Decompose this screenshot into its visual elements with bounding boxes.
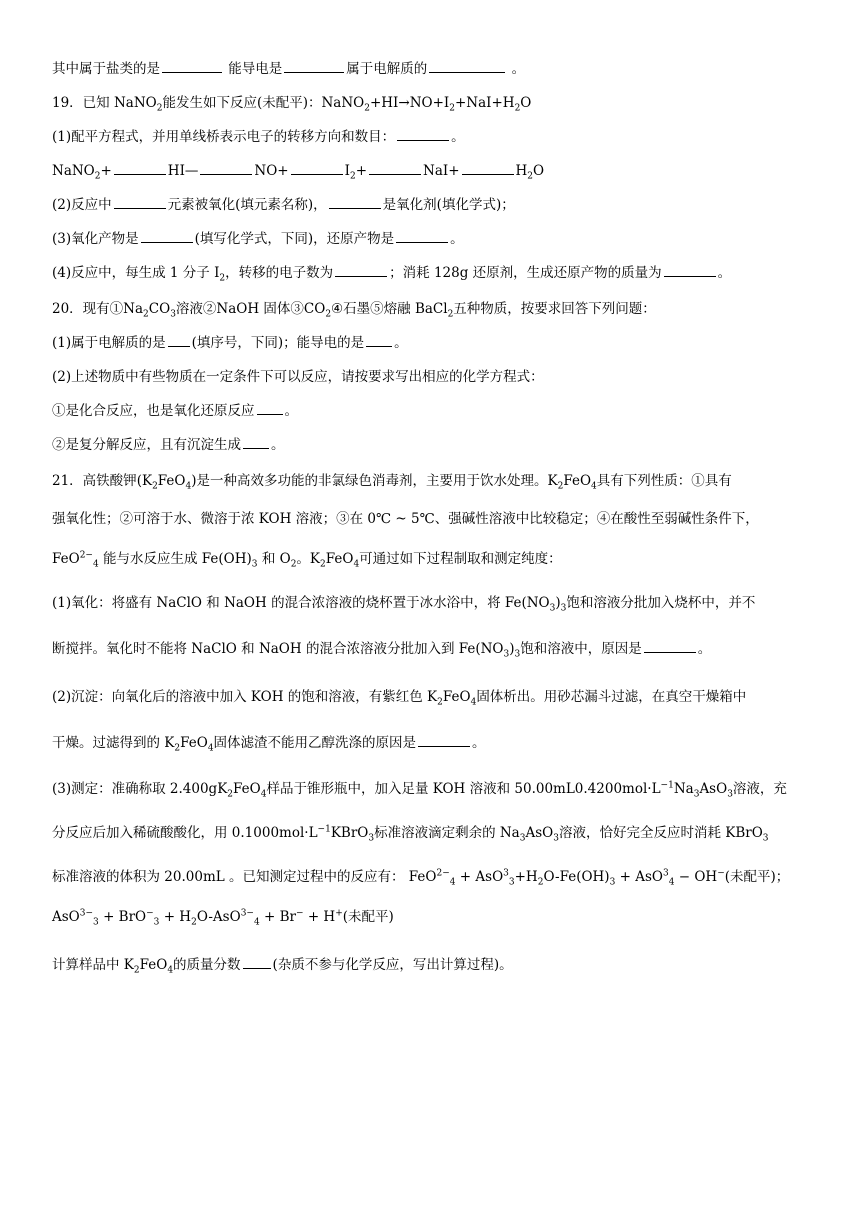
subscript: 2 — [174, 743, 181, 754]
text: (2)沉淀：向氧化后的溶液中加入 KOH 的饱和溶液，有紫红色 K — [52, 689, 438, 705]
text: + Br — [264, 909, 296, 925]
text: O-Fe(OH) — [543, 869, 610, 885]
text: 和 O — [261, 551, 291, 567]
line-salts — [52, 58, 808, 80]
subscript: 3 — [503, 649, 510, 660]
superscript: 3 — [662, 868, 669, 879]
q20-title — [52, 298, 808, 320]
subscript: 2 — [191, 917, 197, 928]
text: 强氧化性；②可溶于水、微溶于浓 KOH 溶液；③在 0℃ ~ 5℃、强碱性溶液中比较稳定；④在酸性至弱碱性条件下， — [52, 511, 759, 527]
answer-blank[interactable] — [114, 195, 166, 209]
subscript: 2 — [227, 789, 234, 800]
subscript: 4 — [260, 789, 267, 800]
text: 溶液，恰好完全反应时消耗 KBrO — [558, 825, 763, 841]
text: FeO — [325, 551, 354, 567]
text: 。 — [511, 61, 526, 77]
text: 。 — [271, 437, 285, 453]
subscript: 4 — [167, 965, 174, 976]
text: O-AsO — [196, 909, 241, 925]
text: FeO — [157, 473, 186, 489]
text: (1)氧化：将盛有 NaClO 和 NaOH 的混合浓溶液的烧杯置于冰水浴中，将 Fe(NO — [52, 595, 550, 611]
subscript: 4 — [591, 481, 597, 492]
subscript: 3 — [93, 917, 99, 928]
q19-part2 — [52, 194, 808, 216]
subscript: 2 — [219, 273, 226, 284]
subscript: 2 — [320, 559, 326, 570]
q21-line2 — [52, 508, 808, 530]
answer-blank[interactable] — [369, 161, 421, 175]
text: AsO — [699, 781, 728, 797]
text: 。 — [394, 335, 408, 351]
text: + AsO — [459, 869, 504, 885]
superscript: 3 — [503, 868, 509, 879]
subscript: 2 — [133, 965, 140, 976]
text: 元素被氧化(填元素名称)， — [167, 197, 327, 213]
subscript: 3 — [251, 559, 258, 570]
superscript: 3− — [240, 908, 254, 919]
text: KBrO — [330, 825, 369, 841]
text: 19．已知 NaNO — [52, 95, 157, 111]
subscript: 4 — [253, 917, 260, 928]
subscript: 2 — [437, 697, 443, 708]
text: CO — [148, 301, 171, 317]
subscript: 3 — [153, 917, 160, 928]
subscript: 3 — [560, 603, 567, 614]
answer-blank[interactable] — [366, 333, 392, 347]
text: O — [533, 163, 545, 179]
q21-part3-line4 — [52, 906, 808, 928]
answer-blank[interactable] — [335, 263, 387, 277]
text: FeO — [139, 957, 168, 973]
text: NO+ — [254, 163, 289, 179]
text: + BrO — [103, 909, 147, 925]
text: FeO — [180, 735, 208, 751]
q21-part3-line2 — [52, 822, 808, 844]
text: + AsO — [619, 869, 663, 885]
q20-part2-1 — [52, 400, 808, 422]
text: 。 — [697, 641, 712, 657]
text: ) — [555, 595, 561, 611]
subscript: 4 — [185, 481, 192, 492]
text: ④石墨⑤熔融 BaCl — [331, 301, 448, 317]
answer-blank[interactable] — [114, 161, 166, 175]
text: (未配平) — [342, 909, 394, 925]
text: Na — [673, 781, 694, 797]
subscript: 3 — [508, 877, 515, 888]
text: 属于电解质的 — [346, 61, 428, 77]
text: 干燥。过滤得到的 K — [52, 735, 175, 751]
superscript: + — [335, 908, 343, 919]
subscript: 4 — [353, 559, 360, 570]
text: HI— — [167, 163, 199, 179]
text: 。 — [450, 231, 464, 247]
superscript: − — [146, 908, 154, 919]
text: (填序号，下同)；能导电的是 — [191, 335, 365, 351]
subscript: 2 — [514, 103, 521, 114]
superscript: 2− — [79, 550, 93, 561]
text: +HI→NO+I — [369, 95, 450, 111]
q21-part3-line1 — [52, 778, 808, 800]
text: (2)反应中 — [52, 197, 112, 213]
text: NaI+ — [423, 163, 460, 179]
answer-blank[interactable] — [664, 263, 716, 277]
text: 能发生如下反应(未配平)：NaNO — [162, 95, 365, 111]
text: 饱和溶液分批加入烧杯中，并不 — [566, 595, 756, 611]
answer-blank[interactable] — [168, 333, 190, 347]
subscript: 2 — [527, 171, 534, 182]
text: (4)反应中，每生成 1 分子 I — [52, 265, 220, 281]
q21-part3-line3 — [52, 866, 808, 888]
answer-blank[interactable] — [243, 955, 271, 969]
text: FeO — [563, 473, 592, 489]
text: ，转移的电子数为 — [225, 265, 334, 281]
subscript: 2 — [364, 103, 370, 114]
superscript: −1 — [317, 824, 331, 835]
text: + — [100, 163, 112, 179]
answer-blank[interactable] — [329, 195, 381, 209]
superscript: −1 — [660, 780, 674, 791]
answer-blank[interactable] — [162, 59, 222, 73]
subscript: 2 — [557, 481, 564, 492]
text: 固体滤渣不能用乙醇洗涤的原因是 — [213, 735, 417, 751]
q21-line1: 21．高铁酸钾$(K_2FeO_4)$是一种高效多功能的非氯绿色消毒剂，主要用于饮水处理。$K_2FeO_4$具有下列性质：①具有 — [52, 473, 732, 492]
text: 。 — [451, 129, 465, 145]
superscript: 3− — [79, 908, 94, 919]
text: I — [344, 163, 350, 179]
text: 分反应后加入稀硫酸酸化，用 0.1000mol·L — [52, 825, 318, 841]
answer-blank[interactable] — [243, 435, 269, 449]
text: 可通过如下过程制取和测定纯度： — [359, 551, 562, 567]
superscript: − — [717, 868, 725, 879]
text: 溶液，充 — [732, 781, 787, 797]
q19-part4 — [52, 262, 808, 284]
subscript: 2 — [447, 309, 454, 320]
text: 的质量分数 — [173, 957, 241, 973]
text: − OH — [678, 869, 718, 885]
text: ；消耗 128g 还原剂，生成还原产物的质量为 — [389, 265, 662, 281]
answer-blank[interactable] — [396, 229, 448, 243]
text: 。 — [284, 403, 298, 419]
subscript: 2 — [290, 559, 297, 570]
subscript: 4 — [92, 559, 99, 570]
text: O — [520, 95, 532, 111]
text: 。 — [717, 265, 732, 281]
superscript: − — [295, 908, 304, 919]
text: 溶液②NaOH 固体③CO — [175, 301, 326, 317]
text: (2)上述物质中有些物质在一定条件下可以反应，请按要求写出相应的化学方程式： — [52, 369, 544, 385]
answer-blank[interactable] — [284, 59, 344, 73]
text: 是一种高效多功能的非氯绿色消毒剂，主要用于饮水处理。K — [196, 473, 558, 489]
subscript: 3 — [727, 789, 733, 800]
q21-part2-line2 — [52, 732, 808, 754]
text: FeO — [52, 551, 80, 567]
subscript: 2 — [537, 877, 544, 888]
text: (3)氧化产物是 — [52, 231, 139, 247]
text: +H — [514, 869, 538, 885]
subscript: 4 — [207, 743, 214, 754]
text: K — [141, 473, 153, 489]
q21-part1-line1 — [52, 592, 808, 614]
text: 具有下列性质：①具有 — [596, 473, 732, 489]
text: 断搅拌。氧化时不能将 NaClO 和 NaOH 的混合浓溶液分批加入到 Fe(NO — [52, 641, 504, 657]
superscript: 2− — [436, 868, 450, 879]
text: +NaI+H — [454, 95, 515, 111]
text: 饱和溶液中，原因是 — [520, 641, 642, 657]
subscript: 4 — [449, 877, 456, 888]
text: (未配平)； — [724, 869, 790, 885]
text: + H — [163, 909, 192, 925]
text: (1)配平方程式，并用单线桥表示电子的转移方向和数目： — [52, 129, 396, 145]
subscript: 2 — [152, 481, 158, 492]
text: AsO — [52, 909, 80, 925]
text: ) — [509, 641, 515, 657]
answer-blank[interactable] — [257, 401, 283, 415]
subscript: 4 — [470, 697, 477, 708]
subscript: 3 — [514, 649, 521, 660]
text: 能与水反应生成 Fe(OH) — [103, 551, 252, 567]
text: (3)测定：准确称取 2.400gK — [52, 781, 228, 797]
text: + — [355, 163, 367, 179]
subscript: 3 — [553, 833, 559, 844]
text: + H — [307, 909, 336, 925]
answer-blank[interactable] — [200, 161, 252, 175]
answer-blank[interactable] — [429, 59, 505, 73]
text: 固体析出。用砂芯漏斗过滤，在真空干燥箱中 — [476, 689, 747, 705]
subscript: 3 — [170, 309, 176, 320]
q21-part1-line2 — [52, 638, 808, 660]
text: ①是化合反应，也是氧化还原反应 — [52, 403, 255, 419]
q21-part2-line1 — [52, 686, 808, 708]
q19-equation — [52, 160, 808, 182]
q19-part1 — [52, 126, 808, 148]
q19-part3 — [52, 228, 808, 250]
text: 五种物质，按要求回答下列问题： — [453, 301, 656, 317]
text: 标准溶液的体积为 20.00mL 。已知测定过程中的反应有： FeO — [52, 869, 437, 885]
answer-blank[interactable] — [141, 229, 193, 243]
q21-line3 — [52, 548, 808, 570]
text: (1)属于电解质的是 — [52, 335, 166, 351]
subscript: 3 — [549, 603, 556, 614]
answer-blank[interactable] — [397, 127, 449, 141]
text: 是氧化剂(填化学式)； — [382, 197, 515, 213]
text: 。 — [472, 735, 486, 751]
subscript: 2 — [156, 103, 163, 114]
text: 计算样品中 K — [52, 957, 134, 973]
text: (填写化学式，下同)，还原产物是 — [194, 231, 395, 247]
text: AsO — [525, 825, 554, 841]
answer-blank[interactable] — [644, 639, 696, 653]
text: 21．高铁酸钾 — [52, 473, 137, 489]
subscript: 3 — [693, 789, 700, 800]
subscript: 2 — [349, 171, 356, 182]
subscript: 3 — [762, 833, 769, 844]
q20-part2-2 — [52, 434, 808, 456]
text: 标准溶液滴定剩余的 Na — [374, 825, 520, 841]
q20-part1 — [52, 332, 808, 354]
subscript: 2 — [449, 103, 455, 114]
subscript: 3 — [519, 833, 526, 844]
text: H — [515, 163, 528, 179]
text: NaNO — [52, 163, 95, 179]
text: 能导电是 — [228, 61, 283, 77]
text: 样品于锥形瓶中，加入足量 KOH 溶液和 50.00mL0.4200mol·L — [266, 781, 661, 797]
answer-blank[interactable] — [418, 733, 470, 747]
text: 其中属于盐类的是 — [52, 61, 160, 77]
text: 20．现有①Na — [52, 301, 144, 317]
text: FeO — [442, 689, 471, 705]
subscript: 3 — [609, 877, 616, 888]
text: 。K — [296, 551, 321, 567]
text: ②是复分解反应，且有沉淀生成 — [52, 437, 241, 453]
subscript: 2 — [325, 309, 332, 320]
subscript: 2 — [143, 309, 149, 320]
q19-title — [52, 92, 808, 114]
text: (杂质不参与化学反应，写出计算过程)。 — [272, 957, 513, 973]
q21-part3-line5 — [52, 954, 808, 976]
subscript: 4 — [668, 877, 675, 888]
q20-part2 — [52, 366, 808, 388]
subscript: 3 — [368, 833, 375, 844]
text: FeO — [233, 781, 261, 797]
answer-blank[interactable] — [291, 161, 343, 175]
answer-blank[interactable] — [462, 161, 514, 175]
subscript: 2 — [94, 171, 101, 182]
